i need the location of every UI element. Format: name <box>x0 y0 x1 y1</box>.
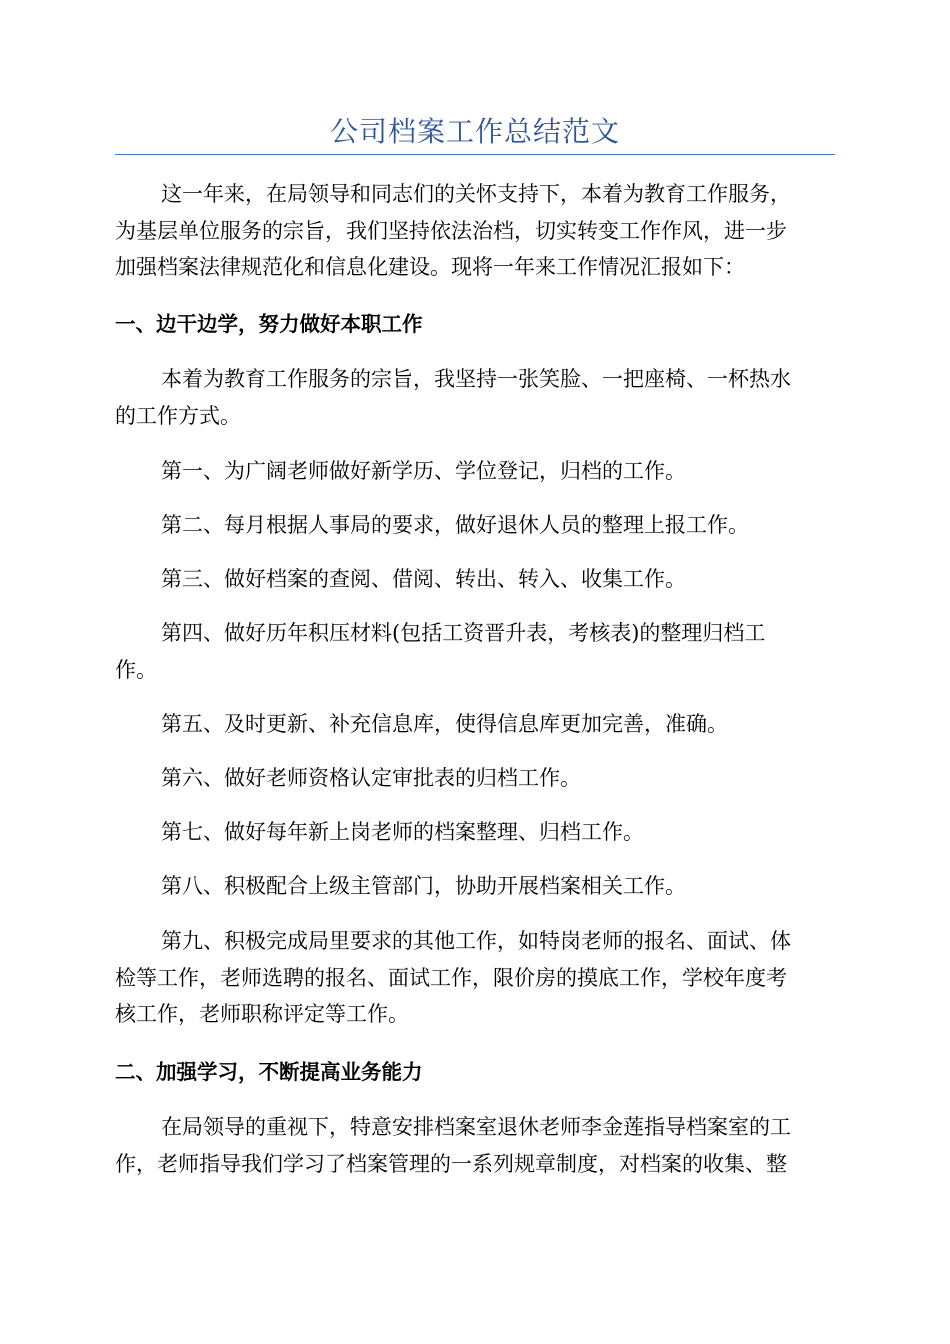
text-line: 作。 <box>115 657 157 682</box>
item-4-paragraph <box>115 615 835 688</box>
text-line: 第四、做好历年积压材料(包括工资晋升表，考核表)的整理归档工 <box>161 621 766 645</box>
item-8-paragraph: 第八、积极配合上级主管部门，协助开展档案相关工作。 <box>161 874 686 898</box>
text-line: 这一年来，在局领导和同志们的关怀支持下，本着为教育工作服务， <box>161 182 791 206</box>
item-2-paragraph: 第二、每月根据人事局的要求，做好退休人员的整理上报工作。 <box>161 513 749 537</box>
text-line: 为基层单位服务的宗旨，我们坚持依法治档，切实转变工作作风，进一步 <box>115 218 787 243</box>
text-line: 本着为教育工作服务的宗旨，我坚持一张笑脸、一把座椅、一杯热水 <box>161 367 791 391</box>
text-line: 核工作，老师职称评定等工作。 <box>115 1002 409 1026</box>
title-underline <box>115 154 835 155</box>
item-6-paragraph: 第六、做好老师资格认定审批表的归档工作。 <box>161 766 581 790</box>
item-7-paragraph: 第七、做好每年新上岗老师的档案整理、归档工作。 <box>161 820 644 844</box>
text-line: 加强档案法律规范化和信息化建设。现将一年来工作情况汇报如下： <box>115 255 745 279</box>
intro-paragraph <box>115 176 835 286</box>
text-line: 检等工作，老师选聘的报名、面试工作，限价房的摸底工作，学校年度考 <box>115 965 787 990</box>
item-5-paragraph: 第五、及时更新、补充信息库，使得信息库更加完善，准确。 <box>161 712 728 736</box>
text-line: 第九、积极完成局里要求的其他工作，如特岗老师的报名、面试、体 <box>161 929 791 953</box>
section1-lead-paragraph <box>115 361 835 434</box>
section2-lead-paragraph <box>115 1109 835 1182</box>
text-line: 的工作方式。 <box>115 403 241 428</box>
document-title: 公司档案工作总结范文 <box>329 115 620 148</box>
text-line: 在局领导的重视下，特意安排档案室退休老师李金莲指导档案室的工 <box>161 1115 791 1139</box>
item-1-paragraph: 第一、为广阔老师做好新学历、学位登记，归档的工作。 <box>161 459 686 483</box>
section-heading-2: 二、加强学习，不断提高业务能力 <box>115 1060 423 1084</box>
item-3-paragraph: 第三、做好档案的查阅、借阅、转出、转入、收集工作。 <box>161 567 686 591</box>
text-line: 作，老师指导我们学习了档案管理的一系列规章制度，对档案的收集、整 <box>115 1151 787 1176</box>
section-heading-1: 一、边干边学，努力做好本职工作 <box>115 312 423 336</box>
item-9-paragraph <box>115 923 835 1033</box>
